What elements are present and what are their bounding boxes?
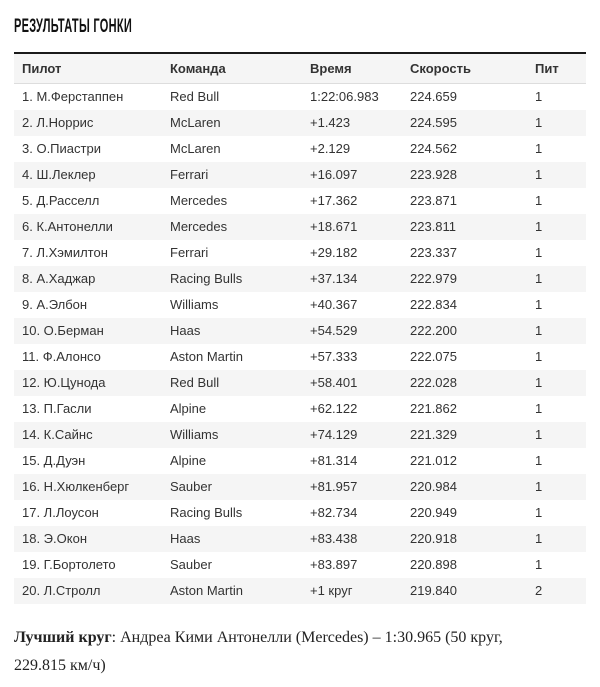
table-cell-team: Red Bull bbox=[170, 89, 220, 104]
table-cell-pilot: 17. Л.Лоусон bbox=[22, 505, 99, 520]
table-cell-pits: 1 bbox=[535, 453, 543, 468]
table-cell-speed: 222.075 bbox=[410, 349, 457, 364]
table-cell-pits: 1 bbox=[535, 115, 543, 130]
table-cell-speed: 222.979 bbox=[410, 271, 457, 286]
table-cell-time: +2.129 bbox=[310, 141, 351, 156]
table-row bbox=[14, 188, 586, 214]
table-cell-pilot: 18. Э.Окон bbox=[22, 531, 87, 546]
table-row bbox=[14, 162, 586, 188]
table-cell-time: +81.314 bbox=[310, 453, 358, 468]
table-cell-pilot: 8. А.Хаджар bbox=[22, 271, 96, 286]
table-cell-pilot: 20. Л.Стролл bbox=[22, 583, 101, 598]
table-cell-pilot: 11. Ф.Алонсо bbox=[22, 349, 101, 364]
table-cell-time: +62.122 bbox=[310, 401, 358, 416]
table-header bbox=[14, 53, 586, 84]
table-cell-pits: 1 bbox=[535, 401, 543, 416]
table-cell-pilot: 13. П.Гасли bbox=[22, 401, 92, 416]
table-cell-team: Red Bull bbox=[170, 375, 220, 390]
table-cell-time: +57.333 bbox=[310, 349, 358, 364]
table-cell-time: +1 круг bbox=[310, 583, 353, 598]
table-cell-pits: 1 bbox=[535, 375, 543, 390]
table-cell-pits: 1 bbox=[535, 141, 543, 156]
table-row bbox=[14, 396, 586, 422]
table-cell-pits: 1 bbox=[535, 427, 543, 442]
table-cell-speed: 220.949 bbox=[410, 505, 457, 520]
table-cell-speed: 221.012 bbox=[410, 453, 457, 468]
table-cell-pits: 1 bbox=[535, 531, 543, 546]
column-header-speed: Скорость bbox=[402, 53, 527, 84]
table-cell-pits: 1 bbox=[535, 219, 543, 234]
table-cell-pits: 1 bbox=[535, 167, 543, 182]
table-cell-time: +18.671 bbox=[310, 219, 358, 234]
table-row bbox=[14, 500, 586, 526]
table-cell-time: +58.401 bbox=[310, 375, 358, 390]
table-cell-team: Alpine bbox=[170, 401, 207, 416]
table-row bbox=[14, 448, 586, 474]
table-cell-team: Williams bbox=[170, 427, 219, 442]
table-cell-pilot: 6. К.Антонелли bbox=[22, 219, 113, 234]
table-row bbox=[14, 136, 586, 162]
table-cell-team: Racing Bulls bbox=[170, 271, 243, 286]
table-cell-pilot: 14. К.Сайнс bbox=[22, 427, 93, 442]
table-row bbox=[14, 266, 586, 292]
table-cell-team: Sauber bbox=[170, 479, 212, 494]
table-row bbox=[14, 552, 586, 578]
table-cell-team: Ferrari bbox=[170, 167, 209, 182]
table-cell-pilot: 19. Г.Бортолето bbox=[22, 557, 116, 572]
table-row bbox=[14, 292, 586, 318]
table-cell-speed: 221.329 bbox=[410, 427, 457, 442]
table-cell-speed: 220.918 bbox=[410, 531, 457, 546]
column-header-team: Команда bbox=[162, 53, 302, 84]
table-cell-pits: 1 bbox=[535, 297, 543, 312]
table-cell-speed: 224.562 bbox=[410, 141, 457, 156]
table-cell-pilot: 15. Д.Дуэн bbox=[22, 453, 86, 468]
page-container bbox=[0, 16, 600, 680]
table-cell-pilot: 10. О.Берман bbox=[22, 323, 104, 338]
table-cell-pits: 2 bbox=[535, 583, 543, 598]
best-lap-text: : Андреа Кими Антонелли (Mercedes) – 1:30.965 (50 круг, 229.815 км/ч) bbox=[14, 629, 503, 674]
table-cell-time: +82.734 bbox=[310, 505, 358, 520]
table-cell-speed: 224.595 bbox=[410, 115, 457, 130]
table-cell-pilot: 4. Ш.Леклер bbox=[22, 167, 96, 182]
table-row bbox=[14, 422, 586, 448]
table-cell-time: +16.097 bbox=[310, 167, 358, 182]
table-row bbox=[14, 110, 586, 136]
table-cell-team: Haas bbox=[170, 531, 201, 546]
column-header-pits: Пит bbox=[527, 53, 586, 84]
table-cell-speed: 223.871 bbox=[410, 193, 457, 208]
table-row bbox=[14, 578, 586, 604]
table-cell-speed: 223.337 bbox=[410, 245, 457, 260]
table-row bbox=[14, 240, 586, 266]
table-header-row bbox=[14, 53, 586, 84]
column-header-pilot: Пилот bbox=[14, 53, 162, 84]
table-cell-team: Mercedes bbox=[170, 219, 228, 234]
table-cell-team: McLaren bbox=[170, 115, 221, 130]
best-lap-note bbox=[14, 624, 514, 680]
table-cell-speed: 219.840 bbox=[410, 583, 457, 598]
table-cell-pilot: 1. М.Ферстаппен bbox=[22, 89, 124, 104]
table-cell-team: Ferrari bbox=[170, 245, 209, 260]
table-cell-time: +17.362 bbox=[310, 193, 358, 208]
table-cell-speed: 221.862 bbox=[410, 401, 457, 416]
table-cell-pilot: 9. А.Элбон bbox=[22, 297, 88, 312]
table-cell-team: Aston Martin bbox=[170, 583, 243, 598]
table-cell-speed: 222.834 bbox=[410, 297, 457, 312]
table-cell-pilot: 3. О.Пиастри bbox=[22, 141, 101, 156]
table-row bbox=[14, 214, 586, 240]
table-cell-pits: 1 bbox=[535, 505, 543, 520]
table-cell-time: +83.897 bbox=[310, 557, 358, 572]
table-cell-pits: 1 bbox=[535, 323, 543, 338]
results-table-body bbox=[14, 84, 586, 605]
table-cell-team: Mercedes bbox=[170, 193, 228, 208]
table-cell-time: +29.182 bbox=[310, 245, 358, 260]
table-cell-speed: 222.028 bbox=[410, 375, 457, 390]
table-cell-speed: 220.984 bbox=[410, 479, 457, 494]
table-cell-time: 1:22:06.983 bbox=[310, 89, 379, 104]
table-cell-pilot: 2. Л.Норрис bbox=[22, 115, 94, 130]
table-cell-pilot: 16. Н.Хюлкенберг bbox=[22, 479, 130, 494]
table-cell-pilot: 12. Ю.Цунода bbox=[22, 375, 106, 390]
table-row bbox=[14, 84, 586, 111]
table-cell-pits: 1 bbox=[535, 479, 543, 494]
table-cell-speed: 222.200 bbox=[410, 323, 457, 338]
table-cell-team: Aston Martin bbox=[170, 349, 243, 364]
table-cell-time: +81.957 bbox=[310, 479, 358, 494]
column-header-time: Время bbox=[302, 53, 402, 84]
table-row bbox=[14, 474, 586, 500]
table-cell-pits: 1 bbox=[535, 271, 543, 286]
table-cell-team: Racing Bulls bbox=[170, 505, 243, 520]
table-row bbox=[14, 344, 586, 370]
race-results-table bbox=[14, 52, 586, 604]
table-cell-pits: 1 bbox=[535, 557, 543, 572]
table-cell-time: +54.529 bbox=[310, 323, 358, 338]
table-cell-team: Haas bbox=[170, 323, 201, 338]
table-cell-pits: 1 bbox=[535, 349, 543, 364]
table-cell-speed: 223.811 bbox=[410, 219, 457, 234]
table-row bbox=[14, 318, 586, 344]
table-cell-pilot: 5. Д.Расселл bbox=[22, 193, 100, 208]
table-row bbox=[14, 526, 586, 552]
table-row bbox=[14, 370, 586, 396]
table-cell-time: +40.367 bbox=[310, 297, 358, 312]
table-cell-team: Alpine bbox=[170, 453, 207, 468]
page-title: РЕЗУЛЬТАТЫ ГОНКИ bbox=[14, 16, 133, 37]
table-cell-team: Williams bbox=[170, 297, 219, 312]
table-cell-pits: 1 bbox=[535, 89, 543, 104]
table-cell-pits: 1 bbox=[535, 245, 543, 260]
table-cell-time: +37.134 bbox=[310, 271, 358, 286]
table-cell-pilot: 7. Л.Хэмилтон bbox=[22, 245, 108, 260]
table-cell-speed: 220.898 bbox=[410, 557, 457, 572]
best-lap-label: Лучший круг bbox=[14, 629, 112, 646]
table-cell-team: Sauber bbox=[170, 557, 212, 572]
table-cell-pits: 1 bbox=[535, 193, 543, 208]
table-cell-speed: 223.928 bbox=[410, 167, 457, 182]
table-cell-time: +83.438 bbox=[310, 531, 358, 546]
table-cell-time: +74.129 bbox=[310, 427, 358, 442]
table-cell-time: +1.423 bbox=[310, 115, 351, 130]
table-cell-team: McLaren bbox=[170, 141, 221, 156]
table-cell-speed: 224.659 bbox=[410, 89, 457, 104]
